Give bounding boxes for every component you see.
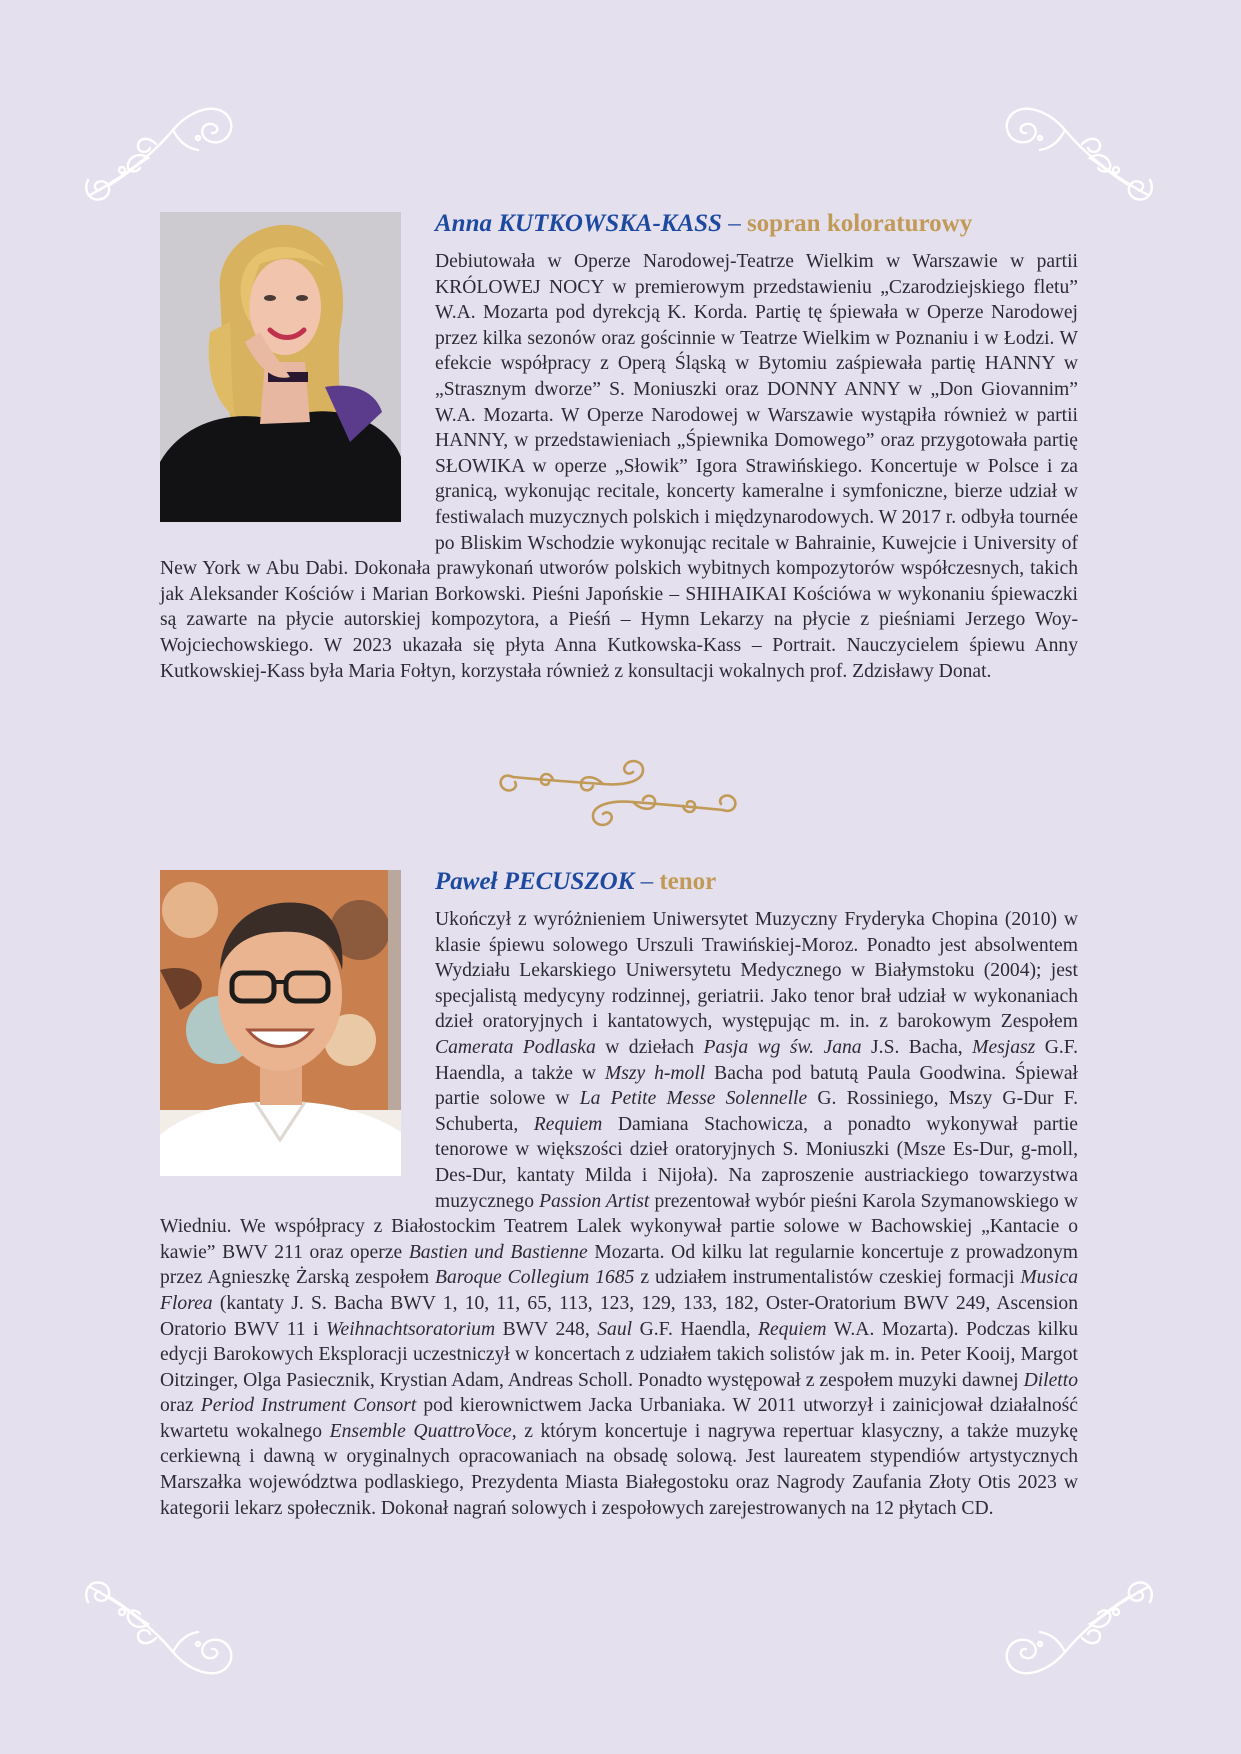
text-run: BWV 248, — [495, 1318, 598, 1340]
corner-ornament-top-right — [1000, 100, 1160, 210]
text-run: oraz — [160, 1395, 201, 1417]
text-run: , z którym koncertuje i nagrywa repertuar klasyczny, a także muzykę cerkiewną i dawną w oryginalnych opracowaniach na obsadę solową. Jest laureatem stypendiów artystycznych Marszałka województwa podlaskiego, Prezydenta Miasta Białegostoku oraz Nagrody Zaufania Złoty Otis 2023 w kategorii lekarz społecznik. Dokonał nagrań solowych i zespołowych zarejestrowanych na 12 płytach CD. — [160, 1420, 1078, 1519]
gold-flourish-divider — [493, 752, 743, 832]
text-run: Ukończył z wyróżnieniem Uniwersytet Muzyczny Fryderyka Chopina (2010) w klasie śpiewu solowego Urszuli Trawińskiej-Moroz. Ponadto jest absolwentem Wydziału Lekarskiego Uniwersytetu Medycznego w Białymstoku (2004); jest specjalistą medycyny rodzinnej, geriatrii. Jako tenor brał udział w wykonaniach dzieł oratoryjnych i kantatowych, występując m. in. z barokowym Zespołem — [435, 909, 1078, 1033]
text-run: Damiana Stachowicza, a ponadto wykonywał partie tenorowe w większości dzieł oratoryjnych S. Moniuszki (Msze Es-Dur, g-moll, Des-Dur, kantaty Milda i Nijoła). Na zaproszenie austriackiego towarzystwa muzycznego — [435, 1113, 1078, 1212]
performer-name: Anna KUTKOWSKA-KASS — [435, 210, 722, 237]
text-run: G.F. Haendla, — [632, 1318, 758, 1340]
ensemble-name: Passion Artist — [539, 1190, 650, 1212]
corner-ornament-bottom-left — [78, 1572, 238, 1682]
portrait-photo-anna — [160, 212, 401, 522]
performer-name: Paweł PECUSZOK — [435, 868, 635, 895]
work-title: Requiem — [758, 1318, 827, 1340]
work-title: Bastien und Bastienne — [408, 1241, 588, 1263]
text-run: prezentował wybór pieśni Karola Szymanowskiego w Wiedniu. We współpracy z Białostockim Teatrem Lalek wykonywał partie solowe w Bachowskiej „Kantacie o kawie” BWV 211 oraz operze — [160, 1190, 1079, 1263]
voice-type: sopran koloraturowy — [746, 210, 973, 237]
text-run: (kantaty J. S. Bacha BWV 1, 10, 11, 65, 113, 123, 129, 133, 182, Oster-Oratorium BWV 249, Ascension Oratorio BWV 11 i — [160, 1292, 1078, 1340]
work-title: Pasja wg św. Jana — [703, 1036, 862, 1058]
work-title: Weihnachtsoratorium — [326, 1318, 496, 1340]
corner-ornament-bottom-right — [1000, 1572, 1160, 1682]
ensemble-name: Ensemble QuattroVoce — [329, 1420, 512, 1442]
work-title: Mesjasz — [972, 1036, 1036, 1058]
text-run: w dziełach — [595, 1036, 704, 1058]
text-run: J.S. Bacha, — [861, 1036, 973, 1058]
work-title: Saul — [597, 1318, 633, 1340]
heading-dash: – — [634, 868, 660, 895]
text-run: Bacha pod batutą Paula Goodwina. Śpiewał partie solowe w — [435, 1062, 1079, 1110]
bio-pawel-pecuszok — [160, 868, 1078, 1521]
text-run: Mozarta. Od kilku lat regularnie koncertuje z prowadzonym przez Agnieszkę Żarską zespołem — [160, 1241, 1078, 1289]
ensemble-name: Period Instrument Consort — [200, 1395, 417, 1417]
work-title: Mszy h-moll — [604, 1062, 706, 1084]
voice-type: tenor — [659, 868, 717, 895]
bio-anna-kutkowska-kass — [160, 210, 1078, 684]
portrait-photo-pawel — [160, 870, 401, 1176]
text-run: W.A. Mozarta). Podczas kilku edycji Barokowych Eksploracji uczestniczył w koncertach z udziałem takich solistów jak m. in. Peter Kooij, Margot Oitzinger, Olga Pasiecznik, Krystian Adam, Andreas Scholl. Ponadto występował z zespołem muzyki dawnej — [160, 1318, 1078, 1391]
text-run: pod kierownictwem Jacka Urbaniaka. W 2011 utworzył i zainicjował działalność kwartetu wokalnego — [160, 1395, 1078, 1442]
heading-dash: – — [721, 210, 747, 237]
work-title: La Petite Messe Solennelle — [579, 1088, 808, 1110]
bio-text: Debiutowała w Operze Narodowej-Teatrze Wielkim w Warszawie w partii KRÓLOWEJ NOCY w premierowym przedstawieniu „Czarodziejskiego fletu” W.A. Mozarta pod dyrekcją K. Korda. Partię tę śpiewała w Operze Narodowej przez kilka sezonów oraz gościnnie w Teatrze Wielkim w Poznaniu i w Łodzi. W efekcie współpracy z Operą Śląską w Bytomiu zaśpiewała partię HANNY w „Strasznym dworze” S. Moniuszki oraz DONNY ANNY w „Don Giovannim” W.A. Mozarta. W Operze Narodowej w Warszawie wystąpiła również w partii HANNY, w przedstawieniach „Śpiewnika Domowego” oraz przygotowała partię SŁOWIKA w operze „Słowik” Igora Strawińskiego. Koncertuje w Polsce i za granicą, wykonując recitale, koncerty kameralne i symfoniczne, bierze udział w festiwalach muzycznych polskich i międzynarodowych. W 2017 r. odbyła tournée po Bliskim Wschodzie wykonując recitale w Bahrainie, Kuwejcie i University of New York w Abu Dabi. Dokonała prawykonań utworów polskich wybitnych kompozytorów współczesnych, takich jak Aleksander Kościów i Marian Borkowski. Pieśni Japońskie – SHIHAIKAI Kościówa w wykonaniu śpiewaczki są zawarte na płycie autorskiej kompozytora, a Pieśń – Hymn Lekarzy na płycie z pieśniami Jerzego Woy-Wojciechowskiego. W 2023 ukazała się płyta Anna Kutkowska-Kass – Portrait. Nauczycielem śpiewu Anny Kutkowskiej-Kass była Maria Fołtyn, korzystała również z konsultacji wokalnych prof. Zdzisławy Donat. — [160, 251, 1078, 682]
ensemble-name: Diletto — [1023, 1369, 1078, 1391]
text-run: G.F. Haendla, a także w — [435, 1036, 1078, 1084]
ensemble-name: Musica Florea — [160, 1267, 1078, 1314]
ensemble-name: Baroque Collegium 1685 — [435, 1267, 635, 1289]
text-run: G. Rossiniego, Mszy G-Dur F. Schuberta, — [435, 1088, 1078, 1135]
corner-ornament-top-left — [78, 100, 238, 210]
text-run: z udziałem instrumentalistów czeskiej formacji — [634, 1267, 1021, 1289]
work-title: Camerata Podlaska — [435, 1036, 596, 1058]
work-title: Requiem — [533, 1113, 603, 1135]
